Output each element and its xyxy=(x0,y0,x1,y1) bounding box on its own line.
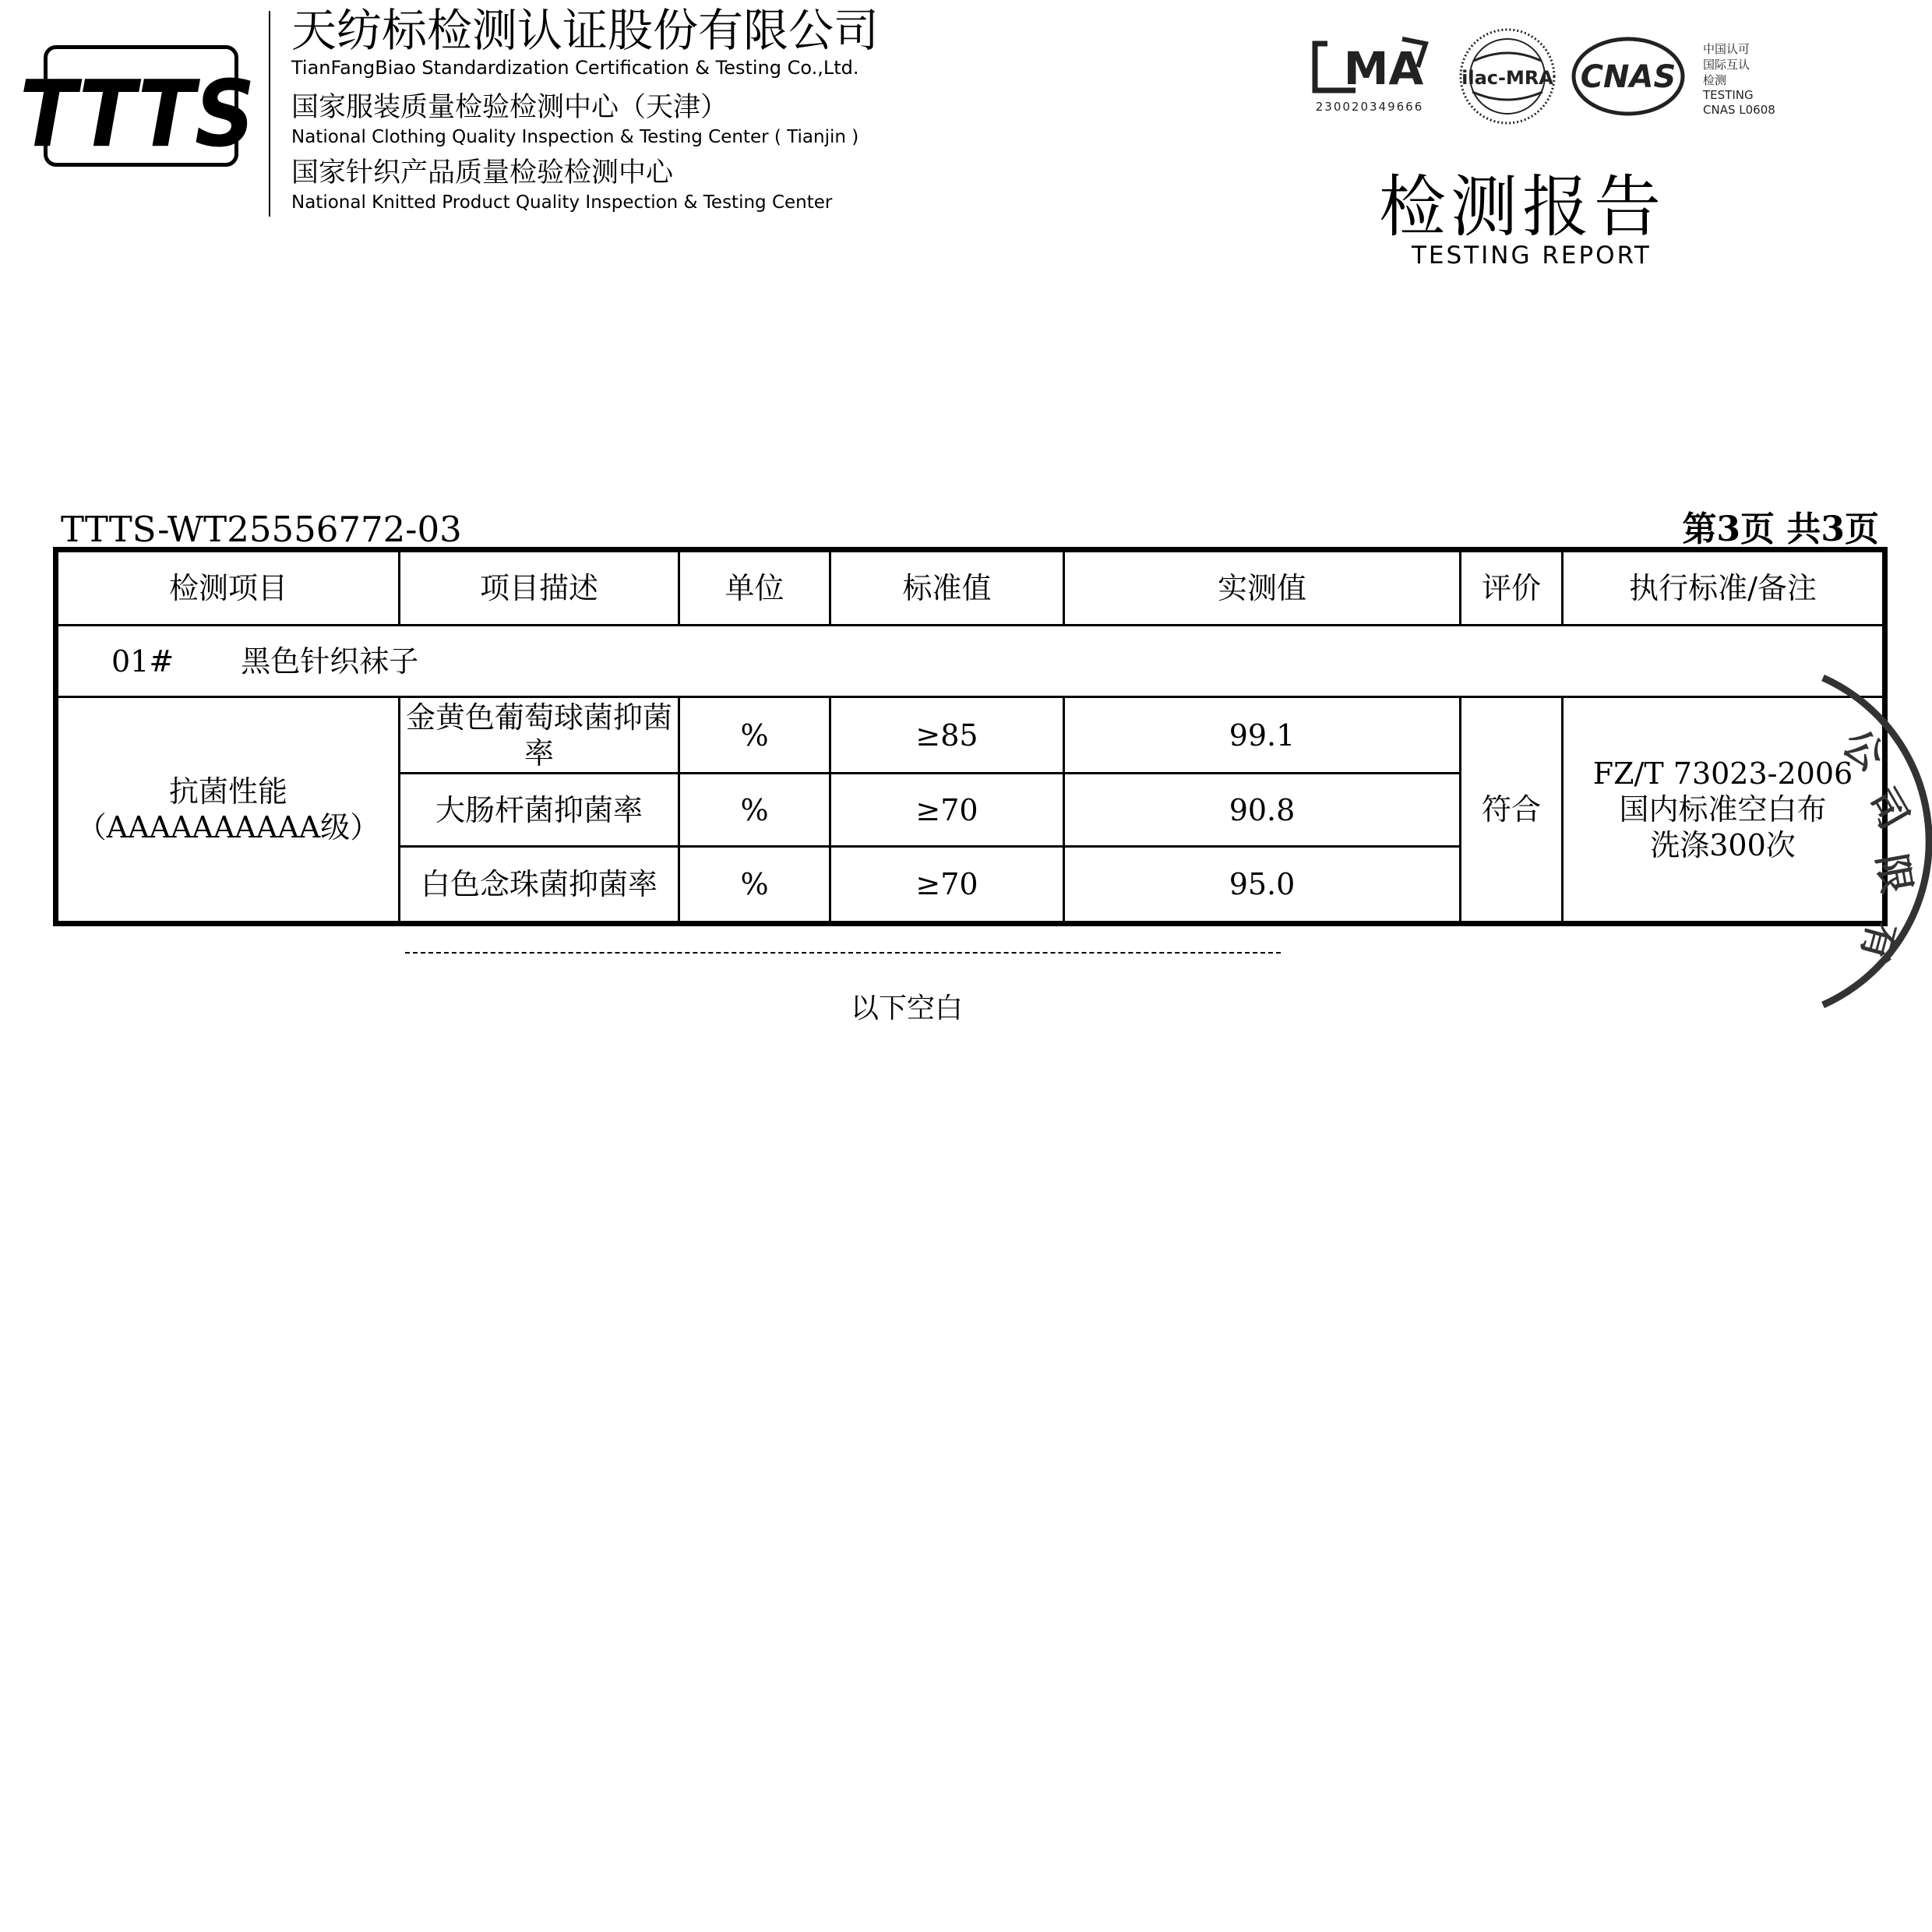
cma-logo xyxy=(1315,39,1426,114)
page-indicator: 第3页 共3页 xyxy=(1682,509,1879,549)
svg-text:公: 公 xyxy=(1834,720,1893,781)
row-description: 大肠杆菌抑菌率 xyxy=(400,774,679,847)
test-item-name: 抗菌性能 xyxy=(168,774,287,809)
report-number: TTTS-WT25556772-03 xyxy=(61,509,462,550)
svg-text:TESTING: TESTING xyxy=(1703,88,1754,102)
row-description: 金黄色葡萄球菌抑菌率 xyxy=(400,697,679,774)
sample-row xyxy=(56,626,1885,697)
svg-text:限: 限 xyxy=(1868,851,1920,897)
test-item-grade: （AAAAAAAAAA级） xyxy=(76,810,380,844)
remark-washing: 洗涤300次 xyxy=(1650,828,1796,862)
header-standard-value: 标准值 xyxy=(830,550,1064,626)
header-divider xyxy=(269,11,270,217)
test-item-cell xyxy=(56,697,400,924)
center2-name-cn: 国家针织产品质量检验检测中心 xyxy=(291,157,674,189)
svg-text:中国认可: 中国认可 xyxy=(1703,42,1750,56)
svg-text:ilac-MRA: ilac-MRA xyxy=(1461,67,1553,89)
center1-name-cn: 国家服装质量检验检测中心（天津） xyxy=(291,92,728,123)
svg-text:CNAS: CNAS xyxy=(1580,59,1676,95)
row-standard: ≥85 xyxy=(830,697,1064,774)
center1-name-en: National Clothing Quality Inspection & Testing Center ( Tianjin ) xyxy=(291,127,859,147)
report-title-cn: 检测报告 xyxy=(1379,168,1666,246)
row-measured: 95.0 xyxy=(1064,847,1461,924)
row-unit: % xyxy=(679,697,830,774)
svg-text:司: 司 xyxy=(1858,781,1917,837)
results-table xyxy=(53,547,1888,926)
ttts-logo-mark xyxy=(19,49,256,168)
header-test-item: 检测项目 xyxy=(56,550,400,626)
remark-standard: FZ/T 73023-2006 xyxy=(1592,756,1853,791)
row-measured: 90.8 xyxy=(1064,774,1461,847)
report-title-en: TESTING REPORT xyxy=(1412,242,1652,270)
sample-id: 01# xyxy=(111,643,175,679)
certification-logos xyxy=(1309,30,1800,123)
table-row xyxy=(56,697,1885,774)
company-name-en: TianFangBiao Standardization Certification & Testing Co.,Ltd. xyxy=(291,57,859,79)
svg-text:有: 有 xyxy=(1852,916,1906,967)
svg-text:检测: 检测 xyxy=(1703,73,1727,87)
remark-blank-fabric: 国内标准空白布 xyxy=(1619,792,1827,827)
row-unit: % xyxy=(679,774,830,847)
blank-divider-line xyxy=(405,952,1281,954)
row-unit: % xyxy=(679,847,830,924)
ilac-mra-logo xyxy=(1461,30,1554,123)
sample-name: 黑色针织袜子 xyxy=(241,643,419,679)
center2-name-en: National Knitted Product Quality Inspection & Testing Center xyxy=(291,192,833,213)
row-description: 白色念珠菌抑菌率 xyxy=(400,847,679,924)
svg-text:国际互认: 国际互认 xyxy=(1703,58,1750,72)
company-block xyxy=(291,5,879,221)
row-standard: ≥70 xyxy=(830,774,1064,847)
header-unit: 单位 xyxy=(679,550,830,626)
header-measured-value: 实测值 xyxy=(1064,550,1461,626)
header-description: 项目描述 xyxy=(400,550,679,626)
header-standard-remarks: 执行标准/备注 xyxy=(1563,550,1885,626)
company-logo xyxy=(19,45,256,168)
cnas-logo xyxy=(1574,39,1775,117)
company-seal-stamp xyxy=(1792,662,1932,1021)
row-standard: ≥70 xyxy=(830,847,1064,924)
company-name-cn: 天纺标检测认证股份有限公司 xyxy=(291,4,880,57)
row-measured: 99.1 xyxy=(1064,697,1461,774)
svg-text:CNAS L0608: CNAS L0608 xyxy=(1703,103,1775,117)
svg-text:MA: MA xyxy=(1343,42,1424,95)
header-evaluation: 评价 xyxy=(1461,550,1563,626)
blank-below-note: 以下空白 xyxy=(851,992,964,1024)
sample-cell xyxy=(56,626,1885,697)
table-header-row xyxy=(56,550,1885,626)
evaluation-cell: 符合 xyxy=(1461,697,1563,924)
svg-text:TTTS: TTTS xyxy=(19,60,256,168)
svg-text:230020349666: 230020349666 xyxy=(1315,100,1424,114)
